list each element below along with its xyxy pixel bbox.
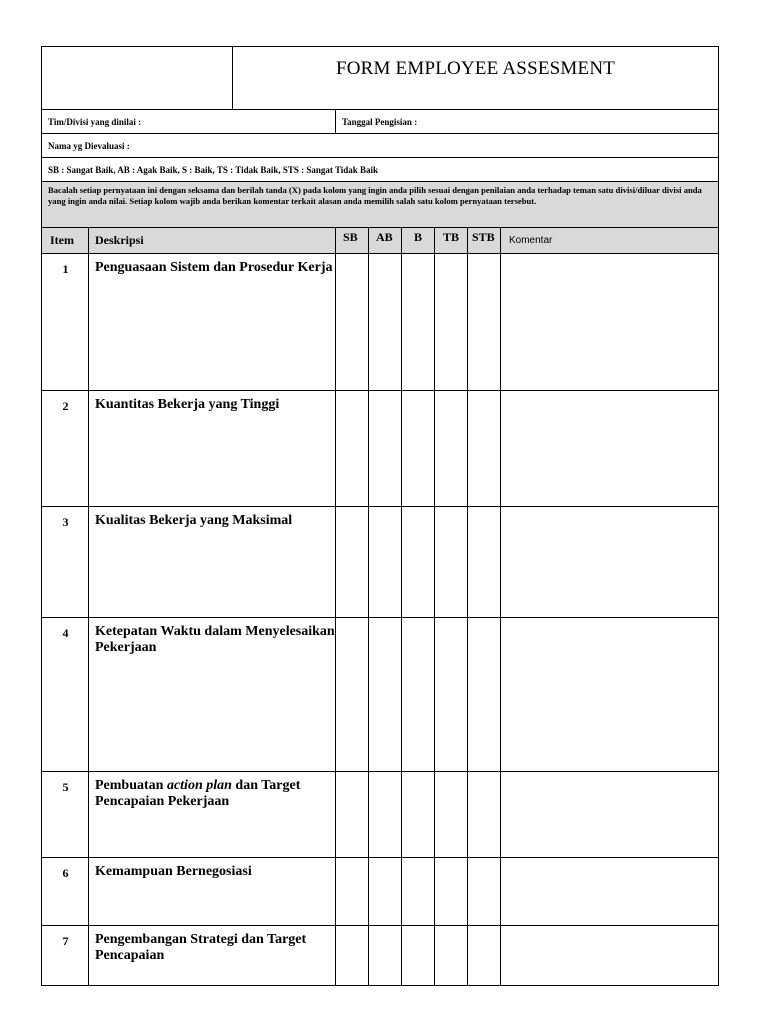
rating-sb-cell[interactable] <box>336 926 369 985</box>
rating-ab-cell[interactable] <box>369 507 402 617</box>
tanggal-pengisian-field[interactable]: Tanggal Pengisian : <box>342 116 418 127</box>
rating-tb-cell[interactable] <box>435 772 468 857</box>
rating-ab-cell[interactable] <box>369 618 402 771</box>
instructions: Bacalah setiap pernyataan ini dengan seksama dan berilah tanda (X) pada kolom yang ingin anda pilih sesuai dengan penilaian anda terhadap teman satu divisi/diluar divisi anda yang ingin anda nilai. Setiap kolom wajib anda berikan komentar terkait alasan anda memilih salah satu kolom pernyataan tersebut. <box>42 182 718 228</box>
assessment-form <box>41 46 719 986</box>
rating-sb-cell[interactable] <box>336 772 369 857</box>
col-item-label: Item <box>50 233 74 247</box>
form-header <box>42 47 718 110</box>
item-number: 2 <box>62 399 69 413</box>
item-description: Kuantitas Bekerja yang Tinggi <box>95 397 280 412</box>
rating-tb-cell[interactable] <box>435 254 468 390</box>
komentar-cell[interactable] <box>501 858 718 925</box>
item-number: 1 <box>62 262 69 276</box>
info-row-legend <box>42 158 718 182</box>
form-title: FORM EMPLOYEE ASSESMENT <box>335 58 616 79</box>
rating-stb-cell[interactable] <box>468 858 501 925</box>
rating-stb-cell[interactable] <box>468 254 501 390</box>
col-deskripsi-label: Deskripsi <box>95 233 144 247</box>
rating-b-cell[interactable] <box>402 926 435 985</box>
rating-tb-cell[interactable] <box>435 926 468 985</box>
rating-sb-cell[interactable] <box>336 391 369 506</box>
rating-b-cell[interactable] <box>402 391 435 506</box>
col-ab-label: AB <box>376 230 393 244</box>
item-number: 6 <box>62 866 69 880</box>
rating-sb-cell[interactable] <box>336 507 369 617</box>
item-number: 3 <box>62 515 69 529</box>
col-sb <box>336 228 369 253</box>
komentar-cell[interactable] <box>501 926 718 985</box>
item-number: 7 <box>62 934 69 948</box>
col-b-label: B <box>414 230 423 244</box>
rating-stb-cell[interactable] <box>468 507 501 617</box>
tim-divisi-field[interactable]: Tim/Divisi yang dinilai : <box>42 110 336 133</box>
rating-ab-cell[interactable] <box>369 772 402 857</box>
rating-ab-cell[interactable] <box>369 926 402 985</box>
col-stb-label: STB <box>472 230 495 244</box>
rating-ab-cell[interactable] <box>369 254 402 390</box>
col-sb-label: SB <box>343 230 358 244</box>
item-description: Kemampuan Bernegosiasi <box>95 864 252 879</box>
col-deskripsi <box>89 228 336 253</box>
rating-tb-cell[interactable] <box>435 507 468 617</box>
item-number: 5 <box>62 780 69 794</box>
item-description <box>95 778 337 810</box>
table-row <box>42 254 718 391</box>
item-description-pre: Pembuatan <box>95 778 167 793</box>
table-header <box>42 228 718 254</box>
info-row-division <box>42 110 718 134</box>
rating-sb-cell[interactable] <box>336 618 369 771</box>
komentar-cell[interactable] <box>501 618 718 771</box>
rating-b-cell[interactable] <box>402 858 435 925</box>
logo-placeholder <box>42 47 233 109</box>
table-row <box>42 507 718 618</box>
item-number: 4 <box>62 626 69 640</box>
item-description: Pengembangan Strategi dan Target Pencapaian <box>95 932 307 963</box>
item-description: Penguasaan Sistem dan Prosedur Kerja <box>95 260 333 275</box>
rating-b-cell[interactable] <box>402 618 435 771</box>
table-row <box>42 391 718 507</box>
komentar-cell[interactable] <box>501 507 718 617</box>
col-b <box>402 228 435 253</box>
item-description-post: dan Target Pencapaian Pekerjaan <box>95 778 301 809</box>
rating-stb-cell[interactable] <box>468 391 501 506</box>
rating-sb-cell[interactable] <box>336 858 369 925</box>
col-item <box>42 228 89 253</box>
rating-ab-cell[interactable] <box>369 391 402 506</box>
col-ab <box>369 228 402 253</box>
rating-b-cell[interactable] <box>402 254 435 390</box>
rating-ab-cell[interactable] <box>369 858 402 925</box>
col-tb <box>435 228 468 253</box>
rating-sb-cell[interactable] <box>336 254 369 390</box>
rating-b-cell[interactable] <box>402 772 435 857</box>
rating-tb-cell[interactable] <box>435 391 468 506</box>
rating-b-cell[interactable] <box>402 507 435 617</box>
table-row <box>42 618 718 772</box>
col-stb <box>468 228 501 253</box>
rating-stb-cell[interactable] <box>468 618 501 771</box>
rating-tb-cell[interactable] <box>435 858 468 925</box>
table-row <box>42 926 718 985</box>
item-description: Kualitas Bekerja yang Maksimal <box>95 513 293 528</box>
nama-dievaluasi-field[interactable]: Nama yg Dievaluasi : <box>48 140 130 151</box>
komentar-cell[interactable] <box>501 254 718 390</box>
komentar-cell[interactable] <box>501 772 718 857</box>
table-row <box>42 772 718 858</box>
item-description-em: action plan <box>166 778 232 793</box>
komentar-cell[interactable] <box>501 391 718 506</box>
rating-legend: SB : Sangat Baik, AB : Agak Baik, S : Baik, TS : Tidak Baik, STS : Sangat Tidak Baik <box>48 164 379 175</box>
item-description: Ketepatan Waktu dalam Menyelesaikan Pekerjaan <box>95 624 335 655</box>
info-row-name <box>42 134 718 158</box>
col-tb-label: TB <box>443 230 460 244</box>
rating-stb-cell[interactable] <box>468 926 501 985</box>
col-komentar-label: Komentar <box>509 235 553 246</box>
rating-stb-cell[interactable] <box>468 772 501 857</box>
col-komentar <box>501 228 718 253</box>
rating-tb-cell[interactable] <box>435 618 468 771</box>
table-row <box>42 858 718 926</box>
